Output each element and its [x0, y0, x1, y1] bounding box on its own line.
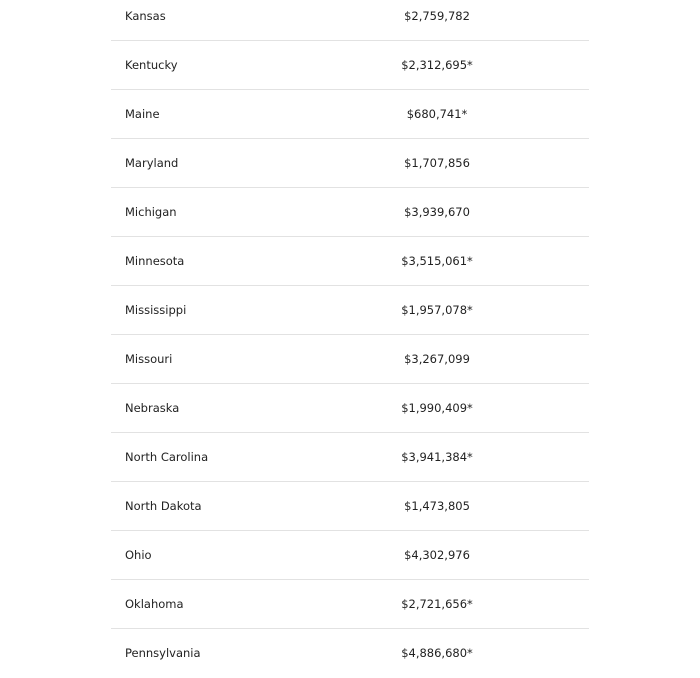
amount-value: $3,941,384*: [401, 450, 473, 464]
table-row: [111, 286, 589, 335]
amount-value: $2,312,695*: [401, 58, 473, 72]
state-name: Missouri: [125, 352, 173, 366]
amount-value: $3,939,670: [404, 205, 470, 219]
table-row: [111, 580, 589, 629]
state-name: Mississippi: [125, 303, 187, 317]
table-row: [111, 433, 589, 482]
state-name: Maryland: [125, 156, 179, 170]
state-name: Maine: [125, 107, 160, 121]
table-row: [111, 139, 589, 188]
amount-value: $1,707,856: [404, 156, 470, 170]
state-name: Nebraska: [125, 401, 180, 415]
amount-value: $2,721,656*: [401, 597, 473, 611]
table-row: [111, 188, 589, 237]
table-row: [111, 41, 589, 90]
amount-value: $680,741*: [406, 107, 468, 121]
state-name: Pennsylvania: [125, 646, 201, 660]
state-name: North Dakota: [125, 499, 202, 513]
amount-value: $1,990,409*: [401, 401, 473, 415]
state-name: Kansas: [125, 9, 166, 23]
table-row: [111, 0, 589, 41]
table-row: [111, 90, 589, 139]
table-row: [111, 482, 589, 531]
state-name: Minnesota: [125, 254, 185, 268]
table-row: [111, 384, 589, 433]
table-row: [111, 237, 589, 286]
state-amount-table: [111, 0, 589, 678]
amount-value: $4,886,680*: [401, 646, 473, 660]
state-name: Kentucky: [125, 58, 178, 72]
state-name: Ohio: [125, 548, 152, 562]
amount-value: $2,759,782: [404, 9, 470, 23]
state-name: Michigan: [125, 205, 177, 219]
amount-value: $3,515,061*: [401, 254, 473, 268]
amount-value: $1,957,078*: [401, 303, 473, 317]
amount-value: $3,267,099: [404, 352, 470, 366]
amount-value: $1,473,805: [404, 499, 470, 513]
table-row: [111, 531, 589, 580]
state-name: Oklahoma: [125, 597, 184, 611]
table-row: [111, 629, 589, 678]
amount-value: $4,302,976: [404, 548, 470, 562]
table-row: [111, 335, 589, 384]
state-name: North Carolina: [125, 450, 209, 464]
